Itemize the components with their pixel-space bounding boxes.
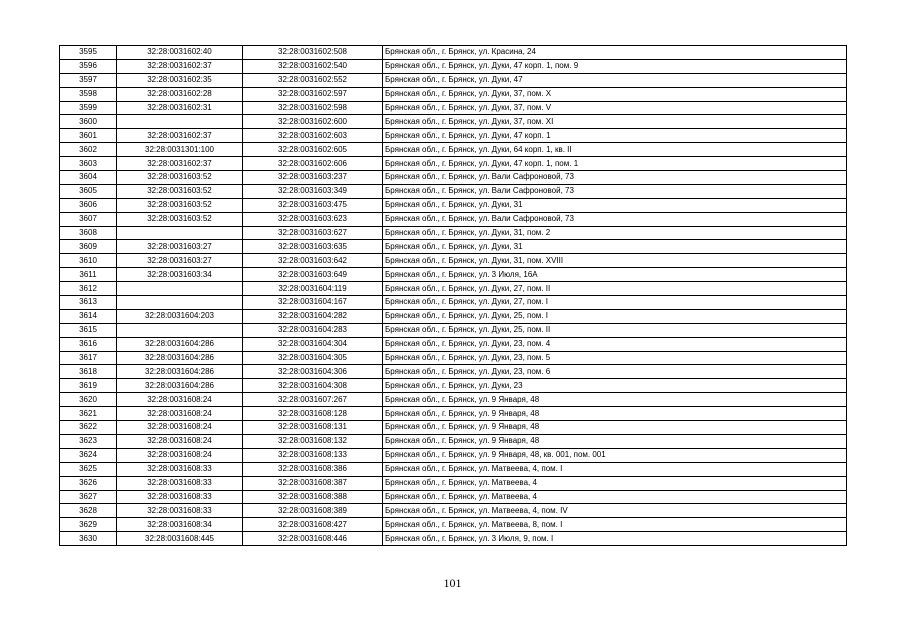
address-cell: Брянская обл., г. Брянск, ул. Дуки, 31 (383, 240, 847, 254)
row-number-cell: 3625 (60, 462, 117, 476)
address-cell: Брянская обл., г. Брянск, ул. Дуки, 27, пом. I (383, 296, 847, 310)
address-cell: Брянская обл., г. Брянск, ул. Дуки, 47 корп. 1, пом. 1 (383, 157, 847, 171)
previous-cadastral-number-cell: 32:28:0031602:37 (117, 157, 243, 171)
address-cell: Брянская обл., г. Брянск, ул. Матвеева, 4 (383, 476, 847, 490)
address-cell: Брянская обл., г. Брянск, ул. 9 Января, 48 (383, 421, 847, 435)
address-cell: Брянская обл., г. Брянск, ул. Дуки, 37, пом. XI (383, 115, 847, 129)
address-cell: Брянская обл., г. Брянск, ул. Дуки, 25, пом. II (383, 323, 847, 337)
previous-cadastral-number-cell: 32:28:0031608:33 (117, 490, 243, 504)
previous-cadastral-number-cell: 32:28:0031604:286 (117, 379, 243, 393)
previous-cadastral-number-cell (117, 282, 243, 296)
address-cell: Брянская обл., г. Брянск, ул. Дуки, 31, пом. XVIII (383, 254, 847, 268)
previous-cadastral-number-cell: 32:28:0031604:203 (117, 309, 243, 323)
table-row (60, 268, 847, 282)
row-number-cell: 3624 (60, 448, 117, 462)
address-cell: Брянская обл., г. Брянск, ул. Матвеева, 8, пом. I (383, 518, 847, 532)
previous-cadastral-number-cell: 32:28:0031602:31 (117, 101, 243, 115)
address-cell: Брянская обл., г. Брянск, ул. Дуки, 47 корп. 1 (383, 129, 847, 143)
row-number-cell: 3621 (60, 407, 117, 421)
table-row (60, 240, 847, 254)
table-row (60, 393, 847, 407)
previous-cadastral-number-cell: 32:28:0031603:52 (117, 184, 243, 198)
row-number-cell: 3619 (60, 379, 117, 393)
address-cell: Брянская обл., г. Брянск, ул. Дуки, 23, пом. 4 (383, 337, 847, 351)
previous-cadastral-number-cell: 32:28:0031604:286 (117, 337, 243, 351)
table-row (60, 226, 847, 240)
table-row (60, 323, 847, 337)
row-number-cell: 3615 (60, 323, 117, 337)
address-cell: Брянская обл., г. Брянск, ул. Дуки, 27, пом. II (383, 282, 847, 296)
address-cell: Брянская обл., г. Брянск, ул. Дуки, 64 корп. 1, кв. II (383, 143, 847, 157)
cadastral-number-cell: 32:28:0031608:128 (243, 407, 383, 421)
row-number-cell: 3613 (60, 296, 117, 310)
address-cell: Брянская обл., г. Брянск, ул. Вали Сафроновой, 73 (383, 171, 847, 185)
table-row (60, 87, 847, 101)
previous-cadastral-number-cell: 32:28:0031608:24 (117, 434, 243, 448)
previous-cadastral-number-cell: 32:28:0031604:286 (117, 365, 243, 379)
cadastral-number-cell: 32:28:0031602:540 (243, 59, 383, 73)
cadastral-number-cell: 32:28:0031604:308 (243, 379, 383, 393)
cadastral-number-cell: 32:28:0031603:623 (243, 212, 383, 226)
table-row (60, 448, 847, 462)
row-number-cell: 3609 (60, 240, 117, 254)
row-number-cell: 3622 (60, 421, 117, 435)
cadastral-number-cell: 32:28:0031604:167 (243, 296, 383, 310)
cadastral-number-cell: 32:28:0031608:388 (243, 490, 383, 504)
previous-cadastral-number-cell (117, 226, 243, 240)
row-number-cell: 3605 (60, 184, 117, 198)
row-number-cell: 3608 (60, 226, 117, 240)
previous-cadastral-number-cell: 32:28:0031301:100 (117, 143, 243, 157)
cadastral-number-cell: 32:28:0031608:132 (243, 434, 383, 448)
table-row (60, 157, 847, 171)
cadastral-number-cell: 32:28:0031603:237 (243, 171, 383, 185)
table-row (60, 184, 847, 198)
address-cell: Брянская обл., г. Брянск, ул. 9 Января, 48 (383, 407, 847, 421)
cadastral-number-cell: 32:28:0031602:605 (243, 143, 383, 157)
previous-cadastral-number-cell: 32:28:0031608:34 (117, 518, 243, 532)
table-row (60, 504, 847, 518)
row-number-cell: 3603 (60, 157, 117, 171)
table-row (60, 379, 847, 393)
registry-table-body (60, 46, 847, 546)
address-cell: Брянская обл., г. Брянск, ул. Дуки, 31 (383, 198, 847, 212)
address-cell: Брянская обл., г. Брянск, ул. Дуки, 37, пом. V (383, 101, 847, 115)
cadastral-number-cell: 32:28:0031608:387 (243, 476, 383, 490)
cadastral-number-cell: 32:28:0031604:304 (243, 337, 383, 351)
row-number-cell: 3623 (60, 434, 117, 448)
table-row (60, 212, 847, 226)
row-number-cell: 3610 (60, 254, 117, 268)
row-number-cell: 3596 (60, 59, 117, 73)
cadastral-number-cell: 32:28:0031602:597 (243, 87, 383, 101)
previous-cadastral-number-cell: 32:28:0031603:34 (117, 268, 243, 282)
row-number-cell: 3600 (60, 115, 117, 129)
table-row (60, 143, 847, 157)
table-row (60, 129, 847, 143)
table-row (60, 296, 847, 310)
row-number-cell: 3607 (60, 212, 117, 226)
table-row (60, 462, 847, 476)
row-number-cell: 3599 (60, 101, 117, 115)
table-row (60, 282, 847, 296)
table-row (60, 101, 847, 115)
cadastral-number-cell: 32:28:0031608:389 (243, 504, 383, 518)
cadastral-number-cell: 32:28:0031602:600 (243, 115, 383, 129)
previous-cadastral-number-cell: 32:28:0031602:40 (117, 46, 243, 60)
address-cell: Брянская обл., г. Брянск, ул. Вали Сафроновой, 73 (383, 212, 847, 226)
row-number-cell: 3612 (60, 282, 117, 296)
address-cell: Брянская обл., г. Брянск, ул. 9 Января, 48 (383, 393, 847, 407)
row-number-cell: 3620 (60, 393, 117, 407)
address-cell: Брянская обл., г. Брянск, ул. 3 Июля, 16А (383, 268, 847, 282)
previous-cadastral-number-cell: 32:28:0031608:33 (117, 504, 243, 518)
table-row (60, 115, 847, 129)
cadastral-number-cell: 32:28:0031608:133 (243, 448, 383, 462)
table-row (60, 254, 847, 268)
row-number-cell: 3630 (60, 532, 117, 546)
address-cell: Брянская обл., г. Брянск, ул. 3 Июля, 9, пом. I (383, 532, 847, 546)
row-number-cell: 3614 (60, 309, 117, 323)
cadastral-number-cell: 32:28:0031602:606 (243, 157, 383, 171)
address-cell: Брянская обл., г. Брянск, ул. Дуки, 31, пом. 2 (383, 226, 847, 240)
previous-cadastral-number-cell: 32:28:0031603:52 (117, 171, 243, 185)
table-row (60, 337, 847, 351)
previous-cadastral-number-cell: 32:28:0031602:37 (117, 129, 243, 143)
table-row (60, 59, 847, 73)
table-row (60, 421, 847, 435)
cadastral-number-cell: 32:28:0031608:131 (243, 421, 383, 435)
row-number-cell: 3611 (60, 268, 117, 282)
row-number-cell: 3628 (60, 504, 117, 518)
address-cell: Брянская обл., г. Брянск, ул. Дуки, 23 (383, 379, 847, 393)
row-number-cell: 3617 (60, 351, 117, 365)
row-number-cell: 3627 (60, 490, 117, 504)
previous-cadastral-number-cell: 32:28:0031603:52 (117, 198, 243, 212)
address-cell: Брянская обл., г. Брянск, ул. Дуки, 37, пом. X (383, 87, 847, 101)
previous-cadastral-number-cell: 32:28:0031608:33 (117, 462, 243, 476)
table-row (60, 434, 847, 448)
previous-cadastral-number-cell: 32:28:0031608:24 (117, 448, 243, 462)
cadastral-number-cell: 32:28:0031603:627 (243, 226, 383, 240)
address-cell: Брянская обл., г. Брянск, ул. Дуки, 23, пом. 5 (383, 351, 847, 365)
previous-cadastral-number-cell: 32:28:0031602:37 (117, 59, 243, 73)
address-cell: Брянская обл., г. Брянск, ул. Матвеева, 4, пом. I (383, 462, 847, 476)
previous-cadastral-number-cell: 32:28:0031604:286 (117, 351, 243, 365)
cadastral-number-cell: 32:28:0031602:598 (243, 101, 383, 115)
page-number: 101 (443, 576, 462, 590)
table-row (60, 490, 847, 504)
previous-cadastral-number-cell: 32:28:0031608:24 (117, 421, 243, 435)
address-cell: Брянская обл., г. Брянск, ул. Дуки, 25, пом. I (383, 309, 847, 323)
row-number-cell: 3618 (60, 365, 117, 379)
cadastral-number-cell: 32:28:0031602:603 (243, 129, 383, 143)
address-cell: Брянская обл., г. Брянск, ул. Вали Сафроновой, 73 (383, 184, 847, 198)
address-cell: Брянская обл., г. Брянск, ул. Дуки, 47 (383, 73, 847, 87)
cadastral-number-cell: 32:28:0031604:282 (243, 309, 383, 323)
address-cell: Брянская обл., г. Брянск, ул. Дуки, 47 корп. 1, пом. 9 (383, 59, 847, 73)
table-row (60, 171, 847, 185)
address-cell: Брянская обл., г. Брянск, ул. Матвеева, 4, пом. IV (383, 504, 847, 518)
table-row (60, 365, 847, 379)
address-cell: Брянская обл., г. Брянск, ул. Матвеева, 4 (383, 490, 847, 504)
previous-cadastral-number-cell: 32:28:0031608:24 (117, 393, 243, 407)
previous-cadastral-number-cell (117, 323, 243, 337)
cadastral-number-cell: 32:28:0031607:267 (243, 393, 383, 407)
previous-cadastral-number-cell: 32:28:0031608:33 (117, 476, 243, 490)
table-row (60, 46, 847, 60)
previous-cadastral-number-cell: 32:28:0031603:27 (117, 254, 243, 268)
address-cell: Брянская обл., г. Брянск, ул. Красина, 24 (383, 46, 847, 60)
previous-cadastral-number-cell (117, 296, 243, 310)
table-row (60, 309, 847, 323)
cadastral-number-cell: 32:28:0031608:386 (243, 462, 383, 476)
row-number-cell: 3595 (60, 46, 117, 60)
cadastral-number-cell: 32:28:0031604:283 (243, 323, 383, 337)
cadastral-number-cell: 32:28:0031603:642 (243, 254, 383, 268)
previous-cadastral-number-cell: 32:28:0031608:24 (117, 407, 243, 421)
cadastral-number-cell: 32:28:0031602:552 (243, 73, 383, 87)
row-number-cell: 3601 (60, 129, 117, 143)
row-number-cell: 3597 (60, 73, 117, 87)
table-row (60, 351, 847, 365)
previous-cadastral-number-cell: 32:28:0031603:52 (117, 212, 243, 226)
cadastral-number-cell: 32:28:0031604:119 (243, 282, 383, 296)
cadastral-number-cell: 32:28:0031608:446 (243, 532, 383, 546)
cadastral-number-cell: 32:28:0031603:635 (243, 240, 383, 254)
cadastral-number-cell: 32:28:0031608:427 (243, 518, 383, 532)
table-row (60, 532, 847, 546)
previous-cadastral-number-cell: 32:28:0031602:28 (117, 87, 243, 101)
cadastral-number-cell: 32:28:0031603:475 (243, 198, 383, 212)
row-number-cell: 3604 (60, 171, 117, 185)
table-row (60, 73, 847, 87)
cadastral-number-cell: 32:28:0031603:349 (243, 184, 383, 198)
row-number-cell: 3606 (60, 198, 117, 212)
registry-table (59, 45, 847, 546)
previous-cadastral-number-cell (117, 115, 243, 129)
row-number-cell: 3626 (60, 476, 117, 490)
previous-cadastral-number-cell: 32:28:0031608:445 (117, 532, 243, 546)
table-row (60, 476, 847, 490)
row-number-cell: 3602 (60, 143, 117, 157)
cadastral-number-cell: 32:28:0031604:306 (243, 365, 383, 379)
cadastral-number-cell: 32:28:0031604:305 (243, 351, 383, 365)
previous-cadastral-number-cell: 32:28:0031602:35 (117, 73, 243, 87)
cadastral-number-cell: 32:28:0031603:649 (243, 268, 383, 282)
address-cell: Брянская обл., г. Брянск, ул. 9 Января, 48 (383, 434, 847, 448)
address-cell: Брянская обл., г. Брянск, ул. 9 Января, 48, кв. 001, пом. 001 (383, 448, 847, 462)
row-number-cell: 3629 (60, 518, 117, 532)
cadastral-number-cell: 32:28:0031602:508 (243, 46, 383, 60)
table-row (60, 198, 847, 212)
address-cell: Брянская обл., г. Брянск, ул. Дуки, 23, пом. 6 (383, 365, 847, 379)
table-row (60, 407, 847, 421)
row-number-cell: 3598 (60, 87, 117, 101)
table-row (60, 518, 847, 532)
previous-cadastral-number-cell: 32:28:0031603:27 (117, 240, 243, 254)
row-number-cell: 3616 (60, 337, 117, 351)
